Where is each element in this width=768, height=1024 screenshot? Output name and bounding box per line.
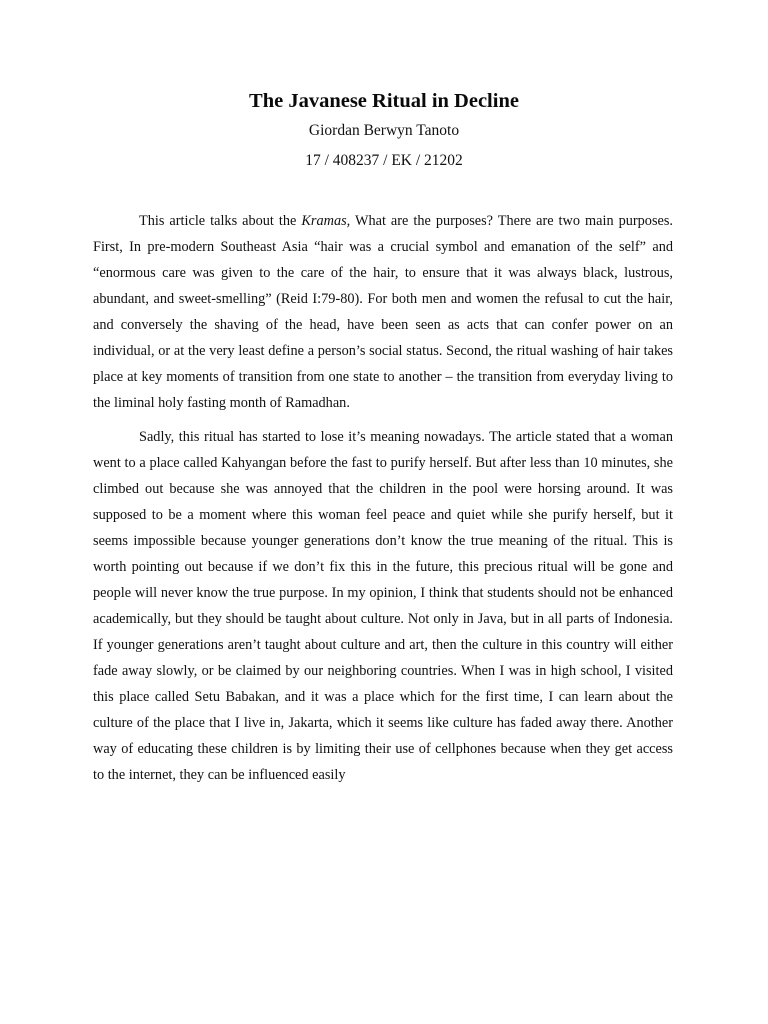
paragraph-1-italic-term: Kramas, [301, 213, 351, 229]
student-id: 17 / 408237 / EK / 21202 [305, 152, 463, 169]
paragraph-1 [93, 208, 673, 416]
paragraph-1-lead: This article talks about the [139, 213, 302, 229]
document-header [0, 88, 768, 171]
author-name: Giordan Berwyn Tanoto [308, 122, 460, 139]
paragraph-2: Sadly, this ritual has started to lose it’s meaning nowadays. The article stated that a woman went to a place called Kahyangan before the fast to purify herself. But after less than 10 minutes, she climbed out because she was annoyed that the children in the pool were horsing around. It was supposed to be a moment where this woman feel peace and quiet while she purify herself, but it seems impossible because younger generations don’t know the true meaning of the ritual. This is worth pointing out because if we don’t fix this in the future, this precious ritual will be gone and people will never know the true purpose. In my opinion, I think that students should not be enhanced academically, but they should be taught about culture. Not only in Java, but in all parts of Indonesia. If younger generations aren’t taught about culture and art, then the culture in this country will either fade away slowly, or be claimed by our neighboring countries. When I was in high school, I visited this place called Setu Babakan, and it was a place which for the first time, I can learn about the culture of the place that I live in, Jakarta, which it seems like culture has faded away there. Another way of educating these children is by limiting their use of cellphones because when they get access to the internet, they can be influenced easily [93, 429, 673, 783]
document-title: The Javanese Ritual in Decline [249, 90, 519, 112]
paragraph-1-rest: What are the purposes? There are two main purposes. First, In pre-modern Southeast Asia “hair was a crucial symbol and emanation of the self” and “enormous care was given to the care of the hair, to ensure that it was always black, lustrous, abundant, and sweet-smelling” (Reid I:79-80). For both men and women the refusal to cut the hair, and conversely the shaving of the head, have been seen as acts that can confer power on an individual, or at the very least define a person’s social status. Second, the ritual washing of hair takes place at key moments of transition from one state to another – the transition from everyday living to the liminal holy fasting month of Ramadhan. [93, 213, 673, 411]
document-body [93, 208, 673, 788]
